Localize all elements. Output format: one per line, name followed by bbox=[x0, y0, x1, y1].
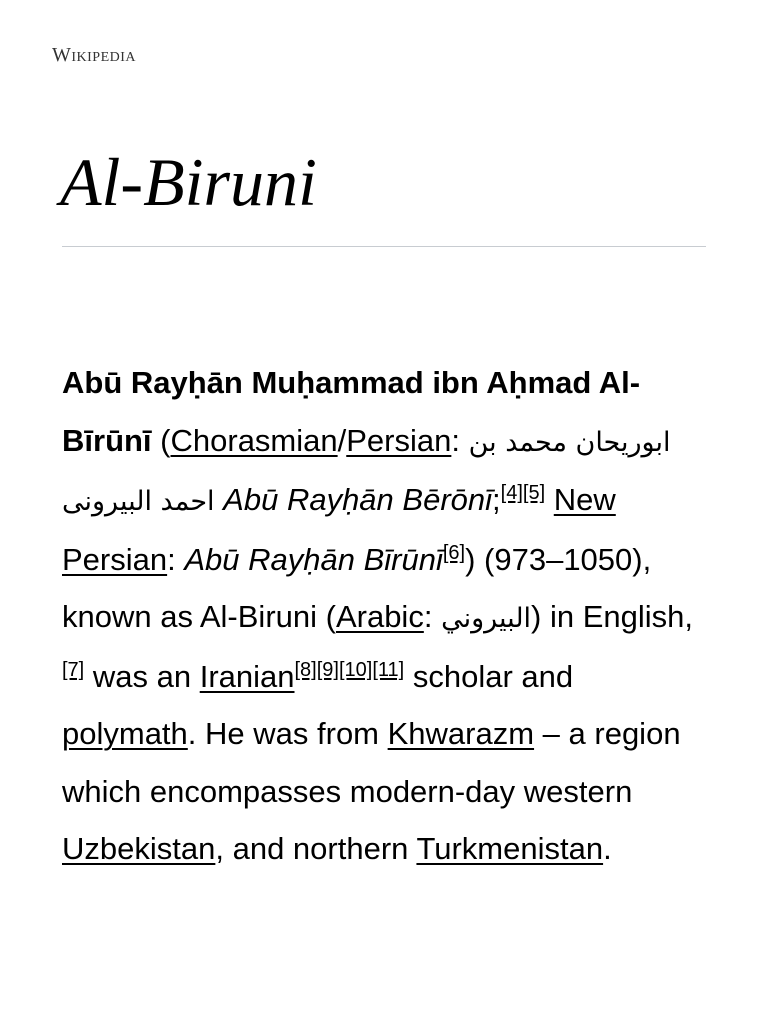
link-persian[interactable]: Persian bbox=[346, 422, 452, 458]
subject-name: Abū Rayḥān Muḥammad ibn Aḥmad Al-Bīrūnī bbox=[62, 365, 641, 458]
citation-group-3 bbox=[62, 659, 84, 681]
citation-5[interactable]: [5] bbox=[522, 482, 546, 504]
link-turkmenistan[interactable]: Turkmenistan bbox=[416, 831, 604, 866]
wikipedia-wordmark[interactable]: Wikipedia bbox=[52, 44, 137, 66]
transliteration-beroni: Abū Rayḥān Bērōnī bbox=[223, 482, 493, 517]
page-title: Al-Biruni bbox=[60, 144, 317, 220]
citation-4[interactable]: [4] bbox=[500, 482, 523, 504]
citation-7[interactable]: [7] bbox=[62, 658, 85, 681]
link-polymath[interactable]: polymath bbox=[62, 716, 188, 751]
arabic-script-name: البيروني bbox=[441, 603, 532, 634]
citation-8[interactable]: [8] bbox=[294, 658, 317, 681]
citation-6[interactable]: [6] bbox=[442, 541, 466, 564]
citation-group-4 bbox=[295, 659, 405, 681]
citation-group-1 bbox=[501, 482, 546, 504]
citation-10[interactable]: [10] bbox=[339, 658, 373, 681]
link-khwarazm[interactable]: Khwarazm bbox=[387, 716, 535, 751]
citation-11[interactable]: [11] bbox=[372, 658, 405, 681]
citation-group-2 bbox=[443, 542, 465, 564]
link-iranian[interactable]: Iranian bbox=[199, 658, 295, 694]
lead-paragraph: Abū Rayḥān Muḥammad ibn Aḥmad Al-Bīrūnī (Chorasmian/Persian: ابوریحان محمد بن احمد البیرونی Abū Rayḥān Bērōnī;[4][5] New Persian: Abū Rayḥān Bīrūnī[6]) (973–1050), known as Al-Biruni (Arabic: البيروني) in English,[7] was an Iranian[8][9][10][11] scholar and polymath. He was from Khwarazm – a region which encompasses modern-day western Uzbekistan, and northern Turkmenistan. bbox=[62, 365, 694, 866]
citation-9[interactable]: [9] bbox=[316, 658, 339, 681]
link-chorasmian[interactable]: Chorasmian bbox=[170, 422, 338, 458]
persian-script-name: ابوریحان محمد بن احمد البیرونی bbox=[62, 426, 671, 517]
link-new-persian[interactable]: New Persian bbox=[62, 482, 616, 577]
link-uzbekistan[interactable]: Uzbekistan bbox=[62, 831, 216, 866]
link-arabic[interactable]: Arabic bbox=[335, 599, 424, 634]
transliteration-biruni: Abū Rayḥān Bīrūnī bbox=[184, 541, 443, 577]
title-divider bbox=[62, 246, 706, 247]
